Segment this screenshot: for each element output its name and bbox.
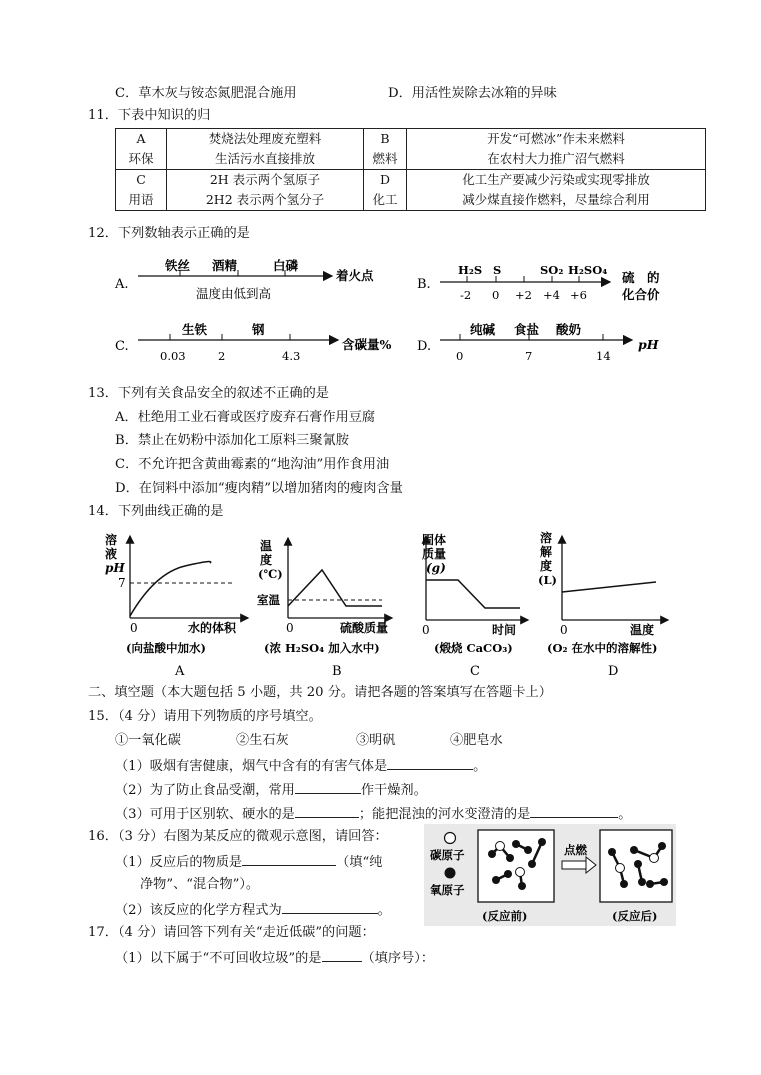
axis-c-top-label: 钢 (252, 322, 265, 337)
axis-b-end-label: 化合价 (622, 287, 660, 302)
graph-b-room: 室温 (257, 593, 280, 607)
graph-d-ylabel: 度 (540, 559, 553, 573)
q13-option-c: C．不允许把含黄曲霉素的“地沟油”用作食用油 (115, 457, 390, 472)
graph-d-ylabel: 解 (540, 545, 553, 559)
axis-b-tick-label: 0 (492, 288, 500, 302)
axis-d-top-label: 食盐 (514, 322, 540, 337)
graph-c-zero: 0 (422, 623, 430, 637)
axis-d-tick-label: 0 (456, 349, 464, 363)
legend-carbon-label: 碳原子 (430, 848, 465, 862)
axis-d-tick-label: 7 (525, 349, 533, 363)
table-cell: D 化工 (364, 170, 407, 211)
q15-option: ②生石灰 (236, 733, 289, 748)
q10-option-c: C．草木灰与铵态氮肥混合施用 (115, 86, 297, 101)
axis-b-tick-label: +2 (515, 288, 532, 302)
legend-oxygen-atom (445, 868, 456, 879)
axis-a-label: A. (115, 277, 129, 292)
graph-a-zero: 0 (130, 621, 138, 635)
q13-option-d: D．在饲料中添加“瘦肉精”以增加猪肉的瘦肉含量 (115, 481, 403, 496)
q15-item-1: （1）吸烟有害健康，烟气中含有的有害气体是 。 (115, 755, 486, 777)
axis-b-top-label: H₂SO₄ (568, 263, 608, 277)
answer-blank[interactable] (295, 803, 359, 818)
graph-a-curve (130, 562, 211, 616)
q15-option: ①一氧化碳 (115, 733, 181, 748)
q13-stem: 13．下列有关食品安全的叙述不正确的是 (88, 386, 329, 401)
answer-blank[interactable] (242, 851, 336, 866)
axis-b-tick-label: +4 (543, 288, 560, 302)
q15-option: ③明矾 (356, 733, 396, 748)
graph-c-ylabel: 固体 (422, 533, 447, 547)
table-cell: 焚烧法处理废充塑料 生活污水直接排放 (167, 129, 364, 170)
table-cell: 2H 表示两个氢原子 2H2 表示两个氢分子 (167, 170, 364, 211)
arrow-shaft (562, 861, 586, 869)
q10-option-d: D．用活性炭除去冰箱的异味 (388, 86, 557, 101)
axis-b-label: B. (417, 277, 431, 292)
q17-item-1: （1）以下属于“不可回收垃圾”的是 （填序号）： (115, 947, 434, 969)
reaction-diagram (424, 824, 676, 926)
axis-b-tick-label: -2 (460, 288, 472, 302)
legend-oxygen-label: 氧原子 (430, 883, 465, 897)
graph-a-ylabel: 溶 (105, 533, 118, 547)
axis-a-end-label: 着火点 (336, 268, 374, 283)
knowledge-table (115, 128, 706, 211)
axis-a-top-label: 铁丝 (165, 258, 191, 273)
graph-b-curve (288, 570, 382, 606)
axis-b-top-label: H₂S (458, 263, 483, 277)
table-cell: A 环保 (116, 129, 167, 170)
axis-c-tick-label: 4.3 (282, 349, 301, 363)
q16-stem: 16．（3 分）右图为某反应的微观示意图，请回答： (88, 829, 388, 844)
graph-d-zero: 0 (560, 623, 568, 637)
graph-d-letter: D (608, 664, 619, 679)
table-row (116, 170, 706, 211)
q16-item-1-cont: 净物”、“混合物”）。 (140, 877, 260, 892)
axis-c-tick-label: 2 (218, 349, 226, 363)
q16-item-1: （1）反应后的物质是 （填“纯 (115, 851, 382, 873)
table-cell: 化工生产要减少污染或实现零排放 减少煤直接作燃料，尽量综合利用 (407, 170, 706, 211)
axis-c-tick-label: 0.03 (160, 349, 186, 363)
axis-b-top-label: SO₂ (540, 263, 564, 277)
graph-c-curve (426, 580, 520, 608)
axis-a-bottom-label: 温度由低到高 (196, 286, 272, 301)
axis-a-top-label: 白磷 (273, 258, 299, 273)
graph-d-caption: (O₂ 在水中的溶解性) (547, 641, 658, 655)
curves-figure (100, 528, 680, 680)
axis-a-top-label: 酒精 (212, 258, 238, 273)
axis-d-top-label: 酸奶 (556, 322, 582, 337)
axis-b-top-label: S (493, 263, 502, 277)
axis-b-tick-label: +6 (570, 288, 587, 302)
table-cell: B 燃料 (364, 129, 407, 170)
axis-d-end-label: pH (638, 337, 659, 352)
graph-b-ylabel: (℃) (258, 567, 283, 581)
before-caption: (反应前) (482, 909, 528, 923)
axis-b-end-label: 硫 的 (622, 270, 660, 285)
axis-c-top-label: 生铁 (182, 322, 208, 337)
q15-stem: 15．（4 分）请用下列物质的序号填空。 (88, 709, 322, 724)
q13-option-b: B．禁止在奶粉中添加化工原料三聚氰胺 (115, 433, 349, 448)
graph-c-letter: C (470, 664, 480, 679)
graph-b-zero: 0 (286, 621, 294, 635)
graph-a-xlabel: 水的体积 (188, 621, 237, 635)
q13-option-a: A．杜绝用工业石膏或医疗废弃石膏作用豆腐 (115, 410, 376, 425)
graph-d-curve (562, 582, 656, 592)
axis-d-top-label: 纯碱 (470, 322, 496, 337)
graph-b-ylabel: 度 (260, 553, 273, 567)
graph-c-caption: (煅烧 CaCO₃) (434, 641, 513, 655)
answer-blank[interactable] (282, 899, 378, 914)
number-axis-figure (110, 252, 680, 372)
q17-stem: 17．（4 分）请回答下列有关“走近低碳”的问题： (88, 925, 375, 940)
axis-d-tick-label: 14 (596, 349, 611, 363)
q11-stem: 11．下表中知识的归 (88, 108, 211, 123)
after-caption: (反应后) (612, 909, 658, 923)
axis-d-label: D. (417, 339, 432, 354)
q15-item-2: （2）为了防止食品受潮，常用 作干燥剂。 (115, 779, 427, 801)
graph-c-xlabel: 时间 (492, 623, 517, 637)
q12-stem: 12．下列数轴表示正确的是 (88, 226, 250, 241)
graph-c-ylabel: 质量 (422, 547, 447, 561)
graph-a-ylabel: 液 (105, 547, 118, 561)
graph-a-caption: (向盐酸中加水) (126, 641, 206, 655)
axis-c-label: C. (115, 339, 129, 354)
graph-b-letter: B (332, 664, 342, 679)
graph-d-ylabel: (L) (538, 573, 557, 587)
table-row (116, 129, 706, 170)
q15-item-3: （3）可用于区别软、硬水的是 ；能把混浊的河水变澄清的是 。 (115, 803, 631, 825)
table-cell: 开发“可燃冰”作未来燃料 在农村大力推广沼气燃料 (407, 129, 706, 170)
answer-blank[interactable] (387, 755, 473, 770)
graph-b-caption: (浓 H₂SO₄ 加入水中) (264, 641, 380, 655)
graph-d-xlabel: 温度 (630, 623, 655, 637)
graph-a-ylabel: pH (105, 561, 125, 575)
q14-stem: 14．下列曲线正确的是 (88, 504, 224, 519)
section-2-heading: 二、填空题（本大题包括 5 小题，共 20 分。请把各题的答案填写在答题卡上） (88, 685, 552, 700)
graph-d-ylabel: 溶 (540, 531, 553, 545)
q15-option: ④肥皂水 (450, 733, 503, 748)
answer-blank[interactable] (322, 947, 362, 962)
answer-blank[interactable] (295, 779, 361, 794)
table-cell: C 用语 (116, 170, 167, 211)
answer-blank[interactable] (530, 803, 618, 818)
graph-b-ylabel: 温 (260, 539, 273, 553)
graph-b-xlabel: 硫酸质量 (340, 621, 389, 635)
axis-c-end-label: 含碳量% (342, 337, 392, 352)
q16-item-2: （2）该反应的化学方程式为 。 (115, 899, 391, 921)
ignite-label: 点燃 (564, 843, 587, 857)
graph-c-ylabel: (g) (426, 561, 446, 575)
legend-carbon-atom (445, 833, 456, 844)
graph-a-letter: A (175, 664, 185, 679)
graph-a-seven: 7 (118, 576, 126, 590)
